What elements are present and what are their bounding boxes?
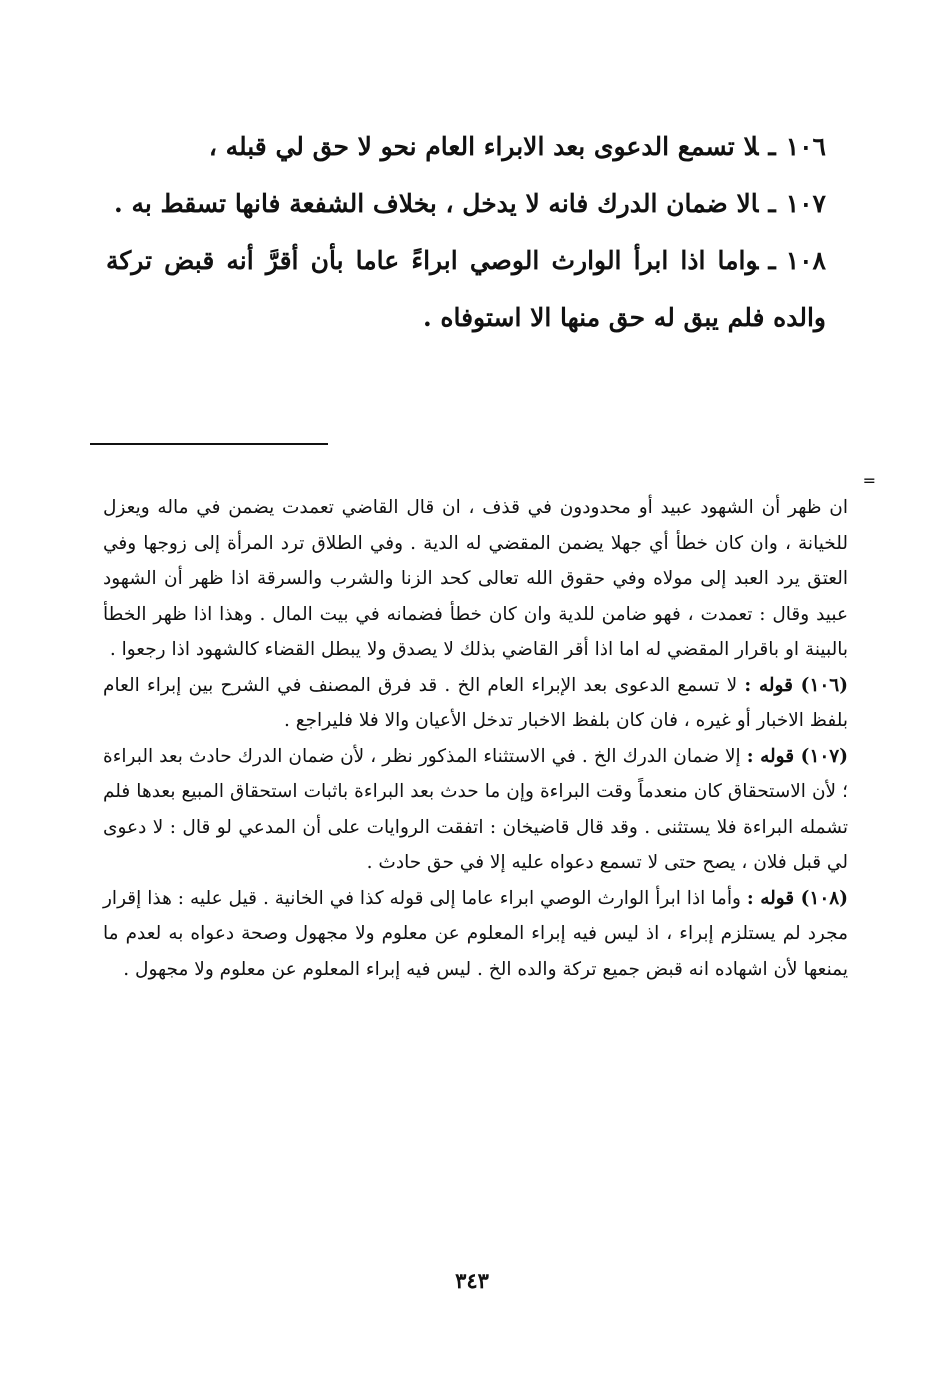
continuation-mark: = [862,471,876,490]
note-106 [103,668,848,739]
footnotes [103,490,848,987]
note-label: (١٠٧) قوله : [746,745,849,767]
note-label: (١٠٦) قوله : [744,674,849,696]
dash: ـ [768,189,776,218]
main-item-107 [106,175,826,232]
item-number: ١٠٦ [785,132,826,161]
note-intro: ان ظهر أن الشهود عبيد أو محدودون في قذف ، ان قال القاضي تعمدت يضمن في ماله ويعزل للخيانة ، وان كان خطأ أي جهلا يضمن المقضي له الدية . وفي الطلاق ترد المرأة إلى زوجها وفي العتق يرد العبد إلى مولاه وفي حقوق الله تعالى كحد الزنا والشرب والسرقة اذا ظهر أن الشهود عبيد وقال : تعمدت ، فهو ضامن للدية وان كان خطأ فضمانه في بيت المال . وهذا اذا ظهر الخطأ بالبينة او باقرار المقضي له اما اذا أقر القاضي بذلك لا يصدق ولا يبطل القضاء كالشهود اذا رجعوا . [103,497,848,660]
main-item-108 [106,232,826,346]
main-text [106,118,826,346]
footnote-separator [90,443,328,445]
note-text: إلا ضمان الدرك الخ . في الاستثناء المذكور نظر ، لأن ضمان الدرك حادث بعد البراءة ؛ لأن الاستحقاق كان منعدماً وقت البراءة وإن ما حدث بعد البراءة باثبات استحقاق المبيع بعدها فلم تشمله البراءة فلا يستثنى . وقد قال قاضيخان : اتفقت الروايات على أن المدعي لو قال : لا دعوى لي قبل فلان ، يصح حتى لا تسمع دعواه عليه إلا في حق حادث . [103,745,848,873]
dash: ـ [768,132,776,161]
note-label: (١٠٨) قوله : [746,887,848,909]
note-text: لا تسمع الدعوى بعد الإبراء العام الخ . قد فرق المصنف في الشرح بين إبراء العام بلفظ الاخبار أو غيره ، فان كان بلفظ الاخبار تدخل الأعيان والا فلا فليراجع . [103,674,848,731]
item-text: واما اذا ابرأ الوارث الوصي ابراءً عاما بأن أقرَّ أنه قبض تركة والده فلم يبق له حق منها الا استوفاه . [106,246,826,332]
note-107 [103,739,848,881]
note-text: وأما اذا ابرأ الوارث الوصي ابراء عاما إلى قوله كذا في الخانية . قيل عليه : هذا إقرار مجرد لم يستلزم إبراء ، اذ ليس فيه إبراء المعلوم عن معلوم ولا مجهول وصحة دعواه به لعدم ما يمنعها لأن اشهاده انه قبض جميع تركة والده الخ . ليس فيه إبراء المعلوم عن معلوم ولا مجهول . [103,887,848,980]
item-text: الا ضمان الدرك فانه لا يدخل ، بخلاف الشفعة فانها تسقط به . [114,189,759,218]
note-108 [103,881,848,988]
main-item-106 [106,118,826,175]
item-text: لا تسمع الدعوى بعد الابراء العام نحو لا حق لي قبله ، [208,132,759,161]
page-number: ٣٤٣ [455,1268,489,1293]
dash: ـ [768,246,776,275]
item-number: ١٠٨ [785,246,826,275]
item-number: ١٠٧ [785,189,826,218]
